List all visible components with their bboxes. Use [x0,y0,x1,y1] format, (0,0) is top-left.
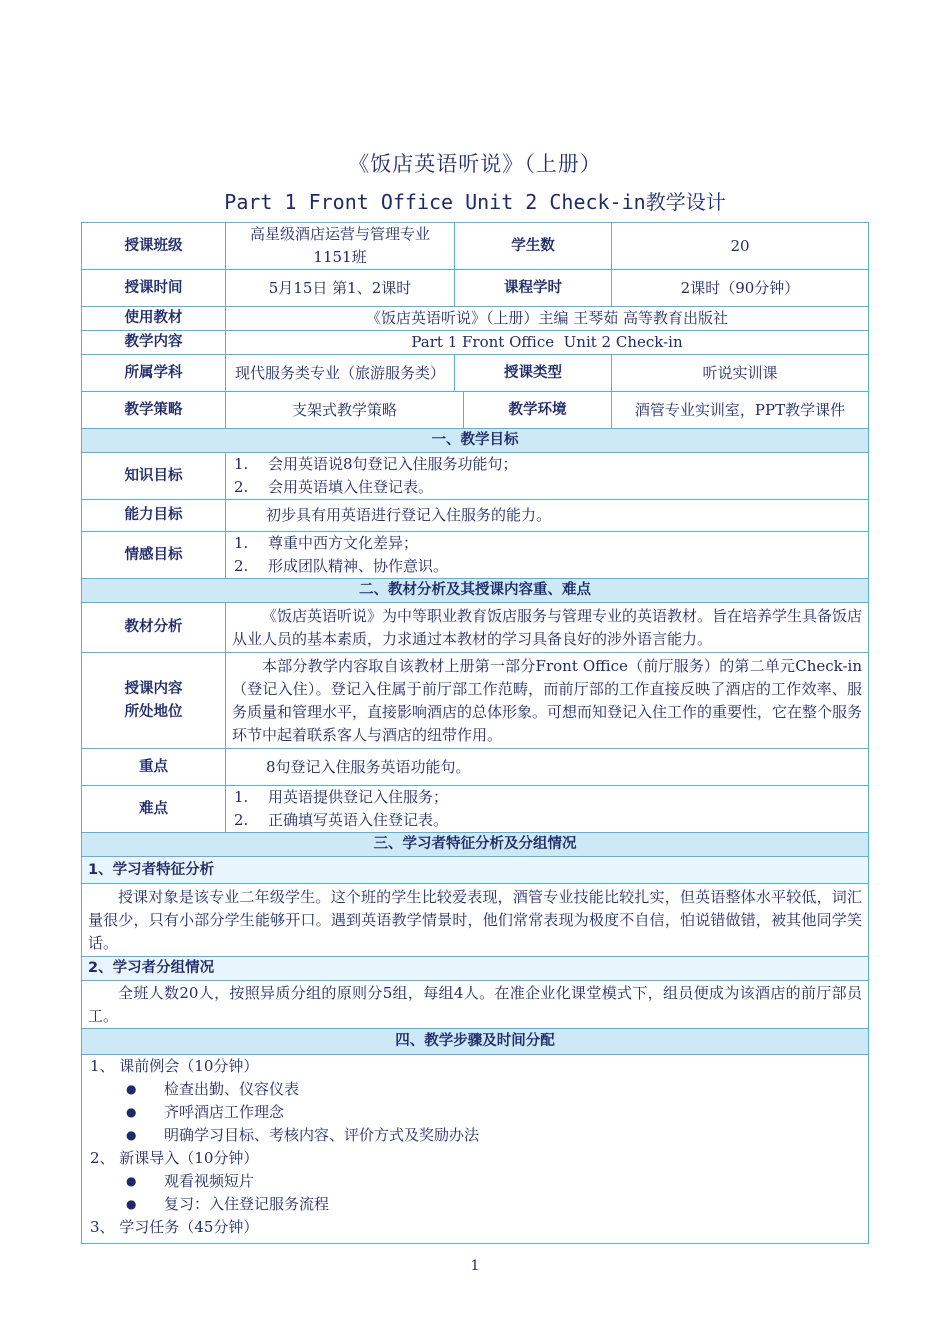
list-text: 会用英语填入住登记表。 [268,478,434,496]
value-knowledge [226,453,869,500]
subheading-grouping: 2、学习者分组情况 [82,957,869,981]
lesson-plan-table [81,222,869,1244]
page-number: 1 [470,1258,480,1274]
label-ability: 能力目标 [82,500,226,532]
value-students: 20 [612,223,869,270]
text-grouping: 全班人数20人，按照异质分组的原则分5组，每组4人。在准企业化课堂模式下，组员便成为该酒店的前厅部员工。 [82,981,869,1029]
table-row [82,270,869,307]
list-item [88,1124,862,1147]
section-heading-learners: 三、学习者特征分析及分组情况 [82,833,869,857]
value-environment: 酒管专业实训室，PPT教学课件 [612,392,869,429]
list-number: 2. [234,557,249,575]
section-heading-row [82,579,869,603]
section-heading-row [82,429,869,453]
label-position-line2: 所处地位 [124,703,183,720]
value-analysis: 《饭店英语听说》为中等职业教育饭店服务与管理专业的英语教材。旨在培养学生具备饭店从业人员的基本素质，力求通过本教材的学习具备良好的涉外语言能力。 [226,603,869,653]
document-title: 《饭店英语听说》（上册） [348,152,602,176]
table-row [82,331,869,355]
list-item [232,453,862,476]
list-item [88,1101,862,1124]
list-item [232,786,862,809]
label-time: 授课时间 [82,270,226,307]
value-difficulty [226,786,869,833]
table-row [82,392,869,429]
label-key-point: 重点 [82,749,226,786]
label-position-line1: 授课内容 [124,680,183,697]
list-item [232,532,862,555]
table-row [82,453,869,500]
list-text: 观看视频短片 [164,1172,255,1190]
list-number: 2. [234,478,249,496]
table-row [82,307,869,331]
subtitle-english: Part 1 Front Office Unit 2 Check-in [224,190,646,214]
section-heading-analysis: 二、教材分析及其授课内容重、难点 [82,579,869,603]
list-text: 尊重中西方文化差异； [268,534,419,552]
table-row [82,355,869,392]
bullet-icon: ● [126,1197,137,1211]
bullet-icon: ● [126,1105,137,1119]
step-heading: 1、 课前例会（10分钟） [90,1057,259,1075]
table-row [82,1055,869,1244]
table-row [82,857,869,884]
list-text: 形成团队精神、协作意识。 [268,557,449,575]
label-difficulty: 难点 [82,786,226,833]
list-item [88,1193,862,1216]
value-emotion [226,532,869,579]
label-subject: 所属学科 [82,355,226,392]
value-strategy: 支架式教学策略 [226,392,464,429]
section-heading-row [82,833,869,857]
value-position: 本部分教学内容取自该教材上册第一部分Front Office（前厅服务）的第二单元Check-in（登记入住）。登记入住属于前厅部工作范畴，而前厅部的工作直接反映了酒店的工作效率、服务质量和管理水平，直接影响酒店的总体形象。可想而知登记入住工作的重要性，它在整个服务环节中起着联系客人与酒店的纽带作用。 [226,653,869,749]
list-text: 检查出勤、仪容仪表 [164,1080,300,1098]
table-row [82,786,869,833]
table-row [82,749,869,786]
document-subtitle [0,186,950,215]
step-heading: 2、 新课导入（10分钟） [90,1149,259,1167]
value-time: 5月15日 第1、2课时 [226,270,455,307]
table-row [82,957,869,981]
value-class [226,223,455,270]
list-text: 正确填写英语入住登记表。 [268,811,449,829]
label-analysis: 教材分析 [82,603,226,653]
list-number: 1. [234,455,249,473]
label-position [82,653,226,749]
table-row [82,500,869,532]
list-item [232,555,862,578]
label-environment: 教学环境 [464,392,612,429]
table-row [82,603,869,653]
table-row [82,981,869,1029]
list-item [88,1078,862,1101]
label-content: 教学内容 [82,331,226,355]
label-students: 学生数 [455,223,612,270]
label-strategy: 教学策略 [82,392,226,429]
label-type: 授课类型 [455,355,612,392]
value-class-line2: 1151班 [313,248,367,266]
steps-content [82,1055,869,1244]
table-row [82,532,869,579]
table-row [82,223,869,270]
list-number: 1. [234,534,249,552]
label-emotion: 情感目标 [82,532,226,579]
value-hours: 2课时（90分钟） [612,270,869,307]
list-item [232,476,862,499]
table-row [82,653,869,749]
value-textbook: 《饭店英语听说》（上册）主编 王琴茹 高等教育出版社 [226,307,869,331]
list-text: 复习：入住登记服务流程 [164,1195,330,1213]
bullet-icon: ● [126,1082,137,1096]
list-item [88,1170,862,1193]
section-heading-row [82,1029,869,1055]
value-type: 听说实训课 [612,355,869,392]
list-text: 明确学习目标、考核内容、评价方式及奖励办法 [164,1126,480,1144]
bullet-icon: ● [126,1128,137,1142]
subtitle-chinese: 教学设计 [645,190,726,214]
value-subject: 现代服务类专业（旅游服务类） [226,355,455,392]
list-text: 会用英语说8句登记入住服务功能句； [268,455,518,473]
list-number: 2. [234,811,249,829]
step-heading: 3、 学习任务（45分钟） [90,1218,259,1236]
list-text: 用英语提供登记入住服务； [268,788,449,806]
label-knowledge: 知识目标 [82,453,226,500]
label-hours: 课程学时 [455,270,612,307]
section-heading-steps: 四、教学步骤及时间分配 [82,1029,869,1055]
subheading-learner-features: 1、学习者特征分析 [82,857,869,884]
value-key-point: 8句登记入住服务英语功能句。 [226,749,869,786]
section-heading-objectives: 一、教学目标 [82,429,869,453]
list-item [232,809,862,832]
table-row [82,884,869,957]
value-content: Part 1 Front Office Unit 2 Check-in [226,331,869,355]
label-class: 授课班级 [82,223,226,270]
value-class-line1: 高星级酒店运营与管理专业 [249,225,430,243]
bullet-icon: ● [126,1174,137,1188]
text-learner-features: 授课对象是该专业二年级学生。这个班的学生比较爱表现，酒管专业技能比较扎实，但英语整体水平较低，词汇量很少，只有小部分学生能够开口。遇到英语教学情景时，他们常常表现为极度不自信，怕说错做错，被其他同学笑话。 [82,884,869,957]
label-textbook: 使用教材 [82,307,226,331]
list-text: 齐呼酒店工作理念 [164,1103,285,1121]
list-number: 1. [234,788,249,806]
value-ability: 初步具有用英语进行登记入住服务的能力。 [226,500,869,532]
